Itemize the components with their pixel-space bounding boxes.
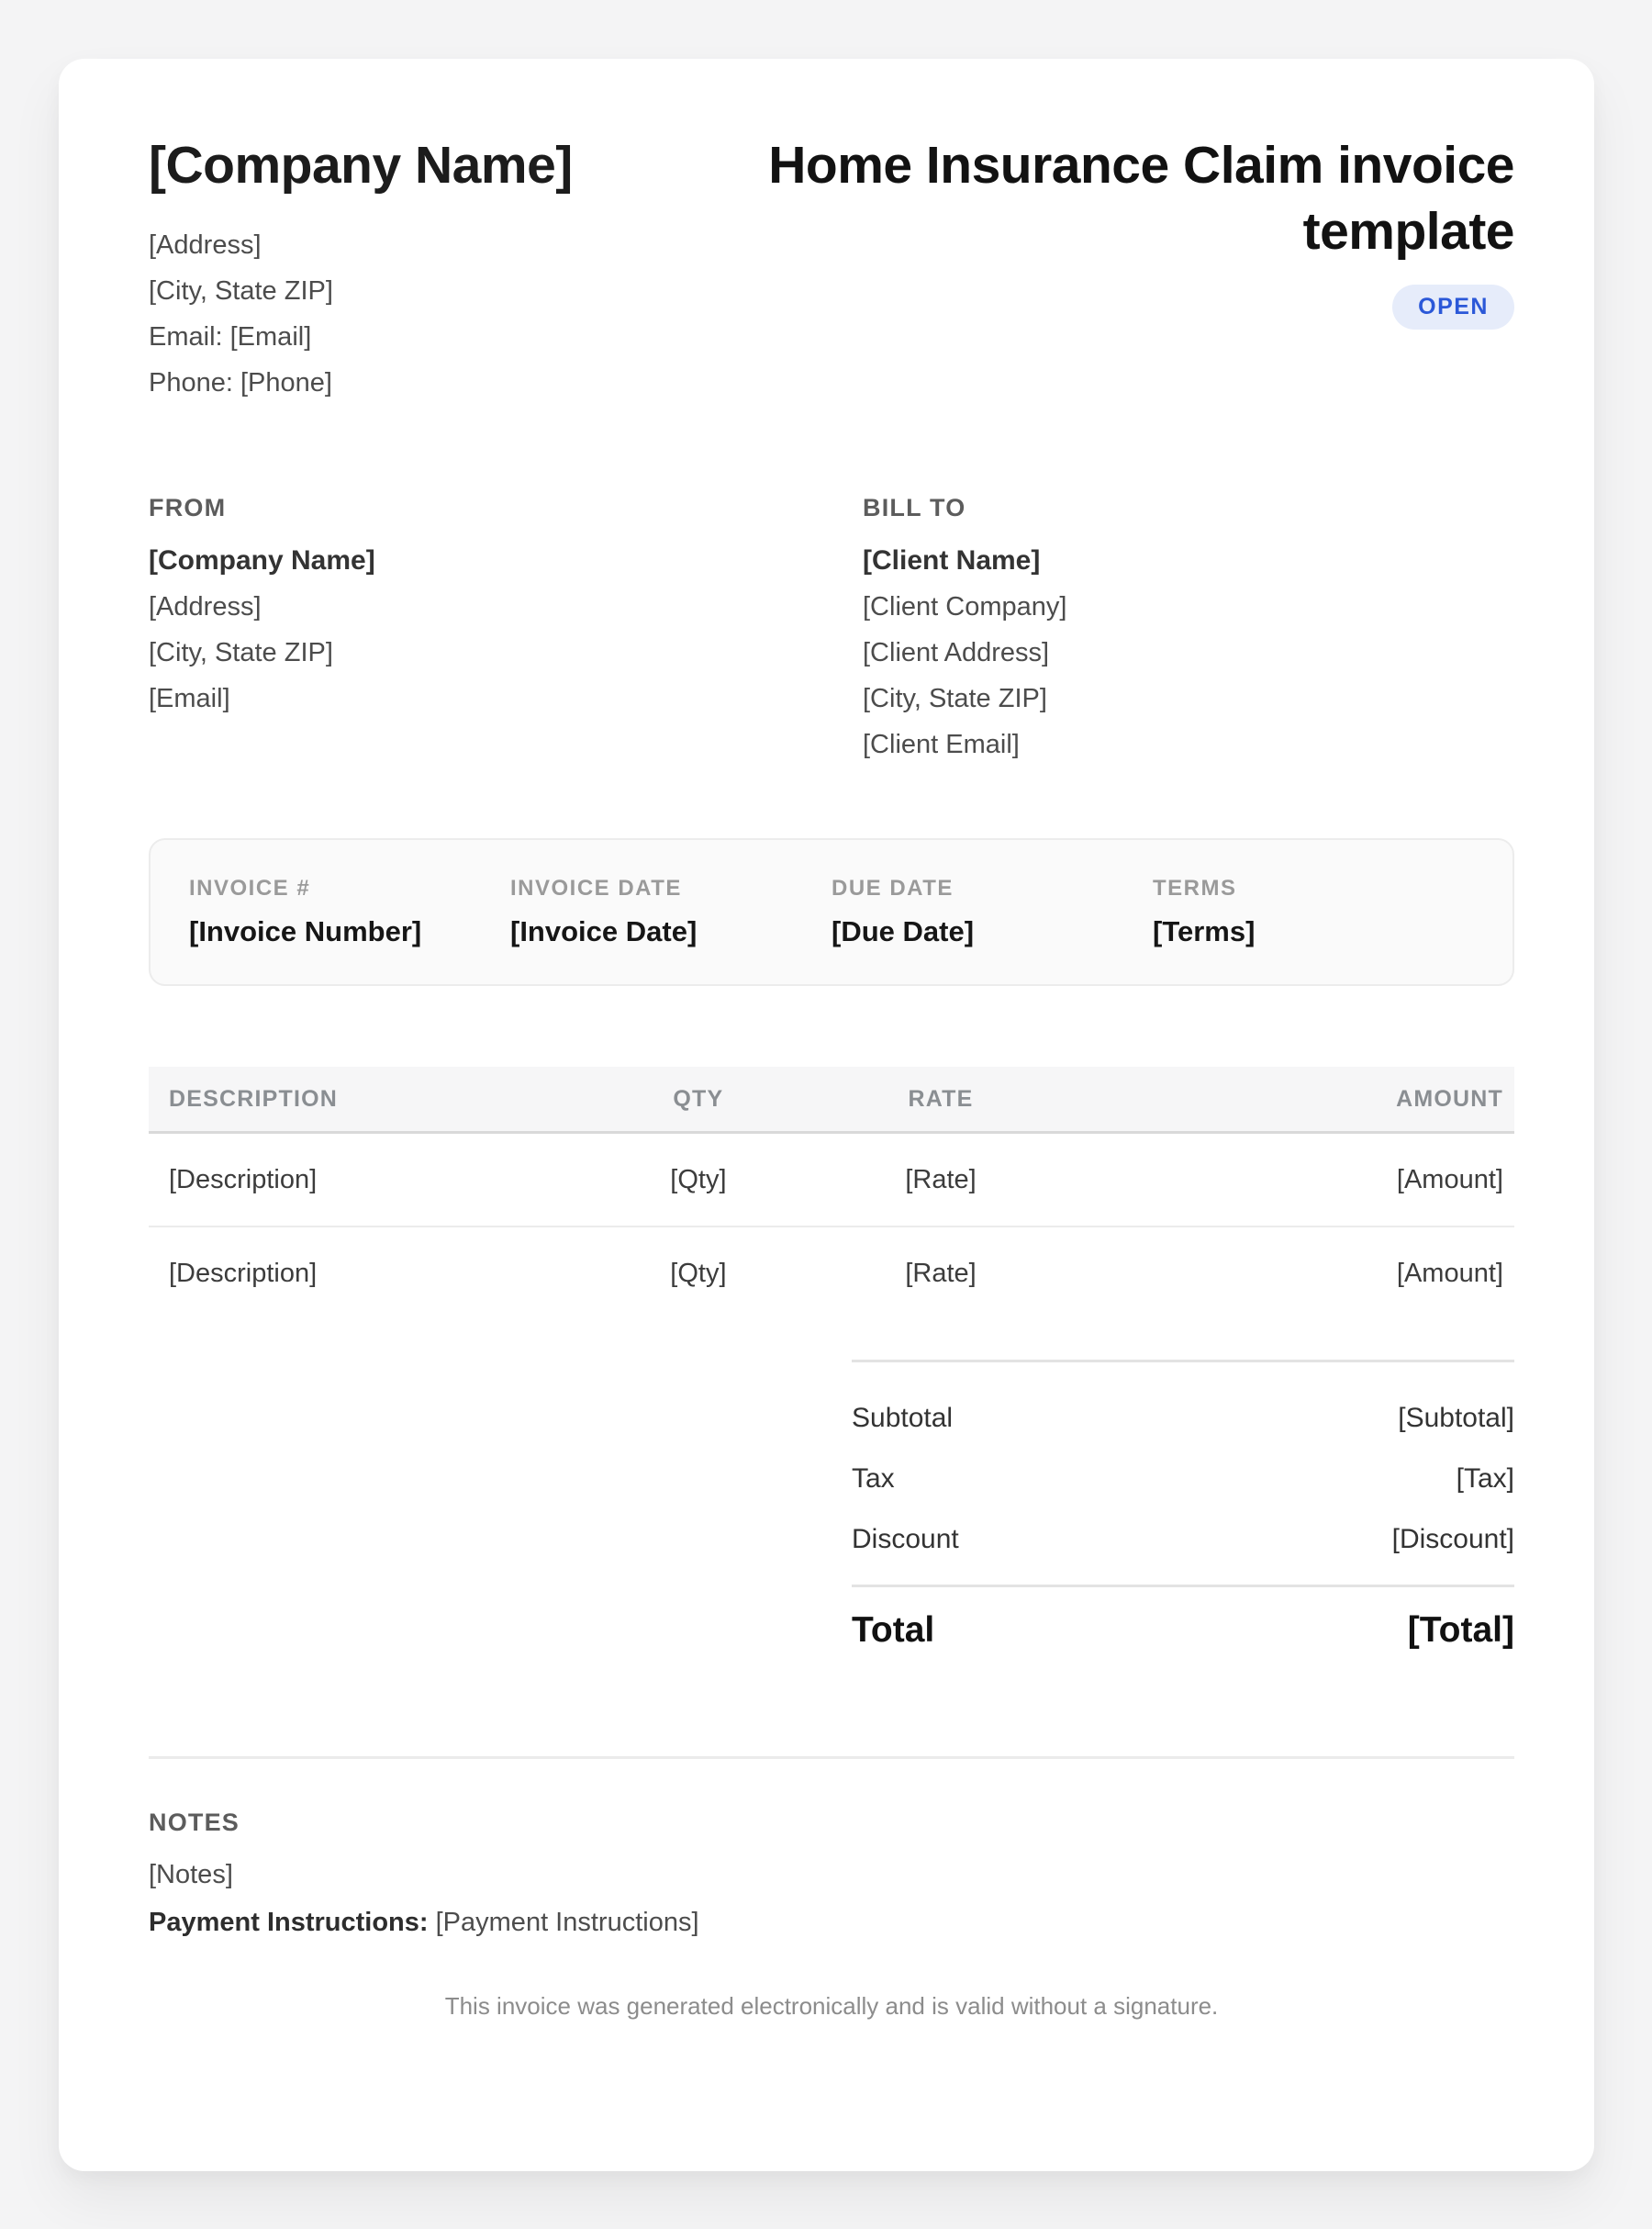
terms-field	[1153, 877, 1474, 947]
terms-label: TERMS	[1153, 876, 1237, 901]
subtotal-label: Subtotal	[852, 1403, 954, 1433]
invoice-meta-box	[149, 838, 1514, 986]
qty-cell: [Qty]	[670, 1259, 727, 1288]
invoice-date-value: [Invoice Date]	[510, 915, 698, 947]
rate-cell: [Rate]	[905, 1259, 977, 1288]
from-section	[149, 494, 863, 767]
invoice-date-field	[510, 877, 832, 947]
notes-section	[149, 1809, 1514, 1944]
from-name: [Company Name]	[149, 545, 375, 576]
table-row	[149, 1134, 1514, 1227]
totals-body	[852, 1362, 1514, 1585]
payment-instructions-value: [Payment Instructions]	[435, 1908, 699, 1937]
page-header	[149, 132, 1514, 406]
client-name: [Client Name]	[863, 545, 1041, 576]
total-value: [Total]	[1407, 1610, 1514, 1650]
notes-text: [Notes]	[149, 1860, 233, 1889]
table-header-row	[149, 1067, 1514, 1134]
discount-value: [Discount]	[1391, 1524, 1514, 1554]
amount-cell: [Amount]	[1396, 1259, 1503, 1288]
footer-disclaimer: This invoice was generated electronically and is valid without a signature.	[444, 1992, 1219, 2020]
notes-divider	[149, 1756, 1514, 1759]
page-title: Home Insurance Claim invoice template	[768, 136, 1514, 261]
bill-to-section	[863, 494, 1577, 767]
company-phone: Phone: [Phone]	[149, 368, 332, 398]
discount-row	[852, 1509, 1514, 1570]
description-cell: [Description]	[169, 1259, 318, 1288]
subtotal-row	[852, 1388, 1514, 1449]
client-address: [Client Address]	[863, 638, 1050, 667]
invoice-card	[59, 59, 1594, 2171]
total-label: Total	[852, 1610, 935, 1650]
rate-cell: [Rate]	[905, 1165, 977, 1194]
company-block	[149, 132, 589, 406]
company-contact	[149, 222, 589, 406]
from-email: [Email]	[149, 684, 230, 713]
line-items-table	[149, 1067, 1514, 1319]
qty-column-header: QTY	[673, 1086, 724, 1112]
payment-instructions-line	[149, 1900, 1514, 1944]
tax-row	[852, 1449, 1514, 1509]
payment-instructions-label: Payment Instructions:	[149, 1908, 429, 1937]
total-row	[852, 1585, 1514, 1675]
table-row	[149, 1227, 1514, 1319]
company-name: [Company Name]	[149, 136, 573, 195]
company-email: Email: [Email]	[149, 322, 312, 352]
invoice-number-label: INVOICE #	[189, 876, 311, 901]
invoice-date-label: INVOICE DATE	[510, 876, 682, 901]
totals-section	[852, 1360, 1514, 1675]
from-city-state-zip: [City, State ZIP]	[149, 638, 333, 667]
title-block	[589, 132, 1514, 406]
terms-value: [Terms]	[1153, 915, 1256, 947]
description-cell: [Description]	[169, 1165, 318, 1194]
discount-label: Discount	[852, 1524, 959, 1554]
tax-value: [Tax]	[1456, 1463, 1514, 1494]
from-address: [Address]	[149, 592, 262, 622]
company-address: [Address]	[149, 230, 262, 260]
amount-cell: [Amount]	[1396, 1165, 1503, 1194]
client-email: [Client Email]	[863, 730, 1020, 759]
due-date-label: DUE DATE	[832, 876, 954, 901]
tax-label: Tax	[852, 1463, 895, 1494]
company-city-state-zip: [City, State ZIP]	[149, 276, 333, 306]
from-label: FROM	[149, 494, 227, 521]
bill-to-label: BILL TO	[863, 494, 966, 521]
parties-section	[149, 494, 1514, 767]
status-badge[interactable]: OPEN	[1392, 285, 1514, 330]
invoice-number-field	[189, 877, 510, 947]
invoice-number-value: [Invoice Number]	[189, 915, 422, 947]
rate-column-header: RATE	[908, 1086, 974, 1112]
client-city-state-zip: [City, State ZIP]	[863, 684, 1047, 713]
due-date-field	[832, 877, 1153, 947]
amount-column-header: AMOUNT	[1396, 1086, 1503, 1112]
due-date-value: [Due Date]	[832, 915, 975, 947]
client-company: [Client Company]	[863, 592, 1067, 622]
subtotal-value: [Subtotal]	[1398, 1403, 1514, 1433]
qty-cell: [Qty]	[670, 1165, 727, 1194]
description-column-header: DESCRIPTION	[169, 1086, 339, 1112]
notes-label: NOTES	[149, 1809, 240, 1836]
